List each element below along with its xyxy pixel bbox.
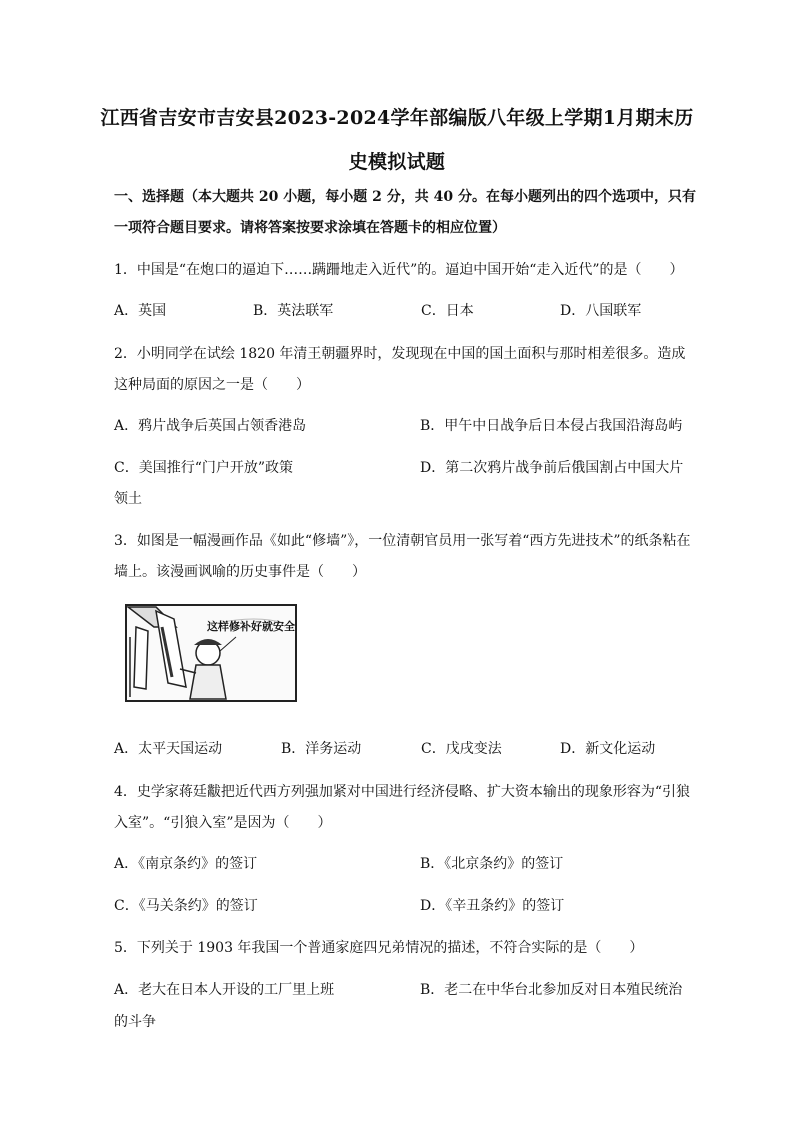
question-4-stem-line-1: 4．史学家蒋廷黻把近代西方列强加紧对中国进行经济侵略、扩大资本输出的现象形容为“引狼 [114,784,691,800]
question-1-option-b[interactable]: B．英法联军 [253,303,334,319]
question-1-stem: 1．中国是“在炮口的逼迫下……蹒跚地走入近代”的。逼迫中国开始“走入近代”的是（ ） [114,262,684,278]
question-3-stem-line-1: 3．如图是一幅漫画作品《如此“修墙”》，一位清朝官员用一张写着“西方先进技术”的纸条粘在 [114,533,691,549]
question-3-stem-line-2: 墙上。该漫画讽喻的历史事件是（ ） [114,564,366,580]
cartoon-official-body [190,665,226,699]
question-2-option-b[interactable]: B．甲午中日战争后日本侵占我国沿海岛屿 [420,418,683,434]
question-2-option-c[interactable]: C．美国推行“门户开放”政策 [114,460,294,476]
cartoon-speech-text: 这样修补好就安全 [207,620,295,633]
question-4-option-d[interactable]: D．《辛丑条约》的签订 [420,898,565,914]
question-1-option-a[interactable]: A．英国 [114,303,167,319]
question-3-option-a[interactable]: A．太平天国运动 [114,741,223,757]
question-5-option-b-continued: 的斗争 [114,1014,156,1030]
question-3-option-b[interactable]: B．洋务运动 [281,741,362,757]
cartoon-wall-repair-figure [116,597,300,710]
question-5-stem: 5．下列关于 1903 年我国一个普通家庭四兄弟情况的描述，不符合实际的是（ ） [114,940,644,956]
question-1-option-c[interactable]: C．日本 [421,303,474,319]
question-2-option-a[interactable]: A．鸦片战争后英国占领香港岛 [114,418,307,434]
question-2-stem-line-1: 2．小明同学在试绘 1820 年清王朝疆界时，发现现在中国的国土面积与那时相差很多。造成 [114,346,686,362]
question-4-stem-line-2: 入室”。“引狼入室”是因为（ ） [114,815,332,831]
exam-title-line-2: 史模拟试题 [348,151,446,173]
question-4-option-c[interactable]: C．《马关条约》的签订 [114,898,258,914]
question-2-option-d[interactable]: D．第二次鸦片战争前后俄国割占中国大片 [420,460,684,476]
exam-title-line-1: 江西省吉安市吉安县2023-2024学年部编版八年级上学期1月期末历 [100,107,694,129]
question-2-option-d-continued: 领土 [114,491,142,507]
question-3-option-c[interactable]: C．戊戌变法 [421,741,502,757]
question-5-option-a[interactable]: A．老大在日本人开设的工厂里上班 [114,982,335,998]
question-5-option-b[interactable]: B．老二在中华台北参加反对日本殖民统治 [420,982,683,998]
question-4-option-b[interactable]: B．《北京条约》的签订 [420,856,564,872]
section-heading-line-1: 一、选择题（本大题共 20 小题，每小题 2 分，共 40 分。在每小题列出的四个选项中，只有 [114,189,696,205]
cartoon-paper-strip-left [134,627,148,689]
question-1-option-d[interactable]: D．八国联军 [560,303,642,319]
question-3-option-d[interactable]: D．新文化运动 [560,741,656,757]
question-2-stem-line-2: 这种局面的原因之一是（ ） [114,377,310,393]
section-heading-line-2: 一项符合题目要求。请将答案按要求涂填在答题卡的相应位置） [114,220,506,236]
question-4-option-a[interactable]: A．《南京条约》的签订 [114,856,258,872]
